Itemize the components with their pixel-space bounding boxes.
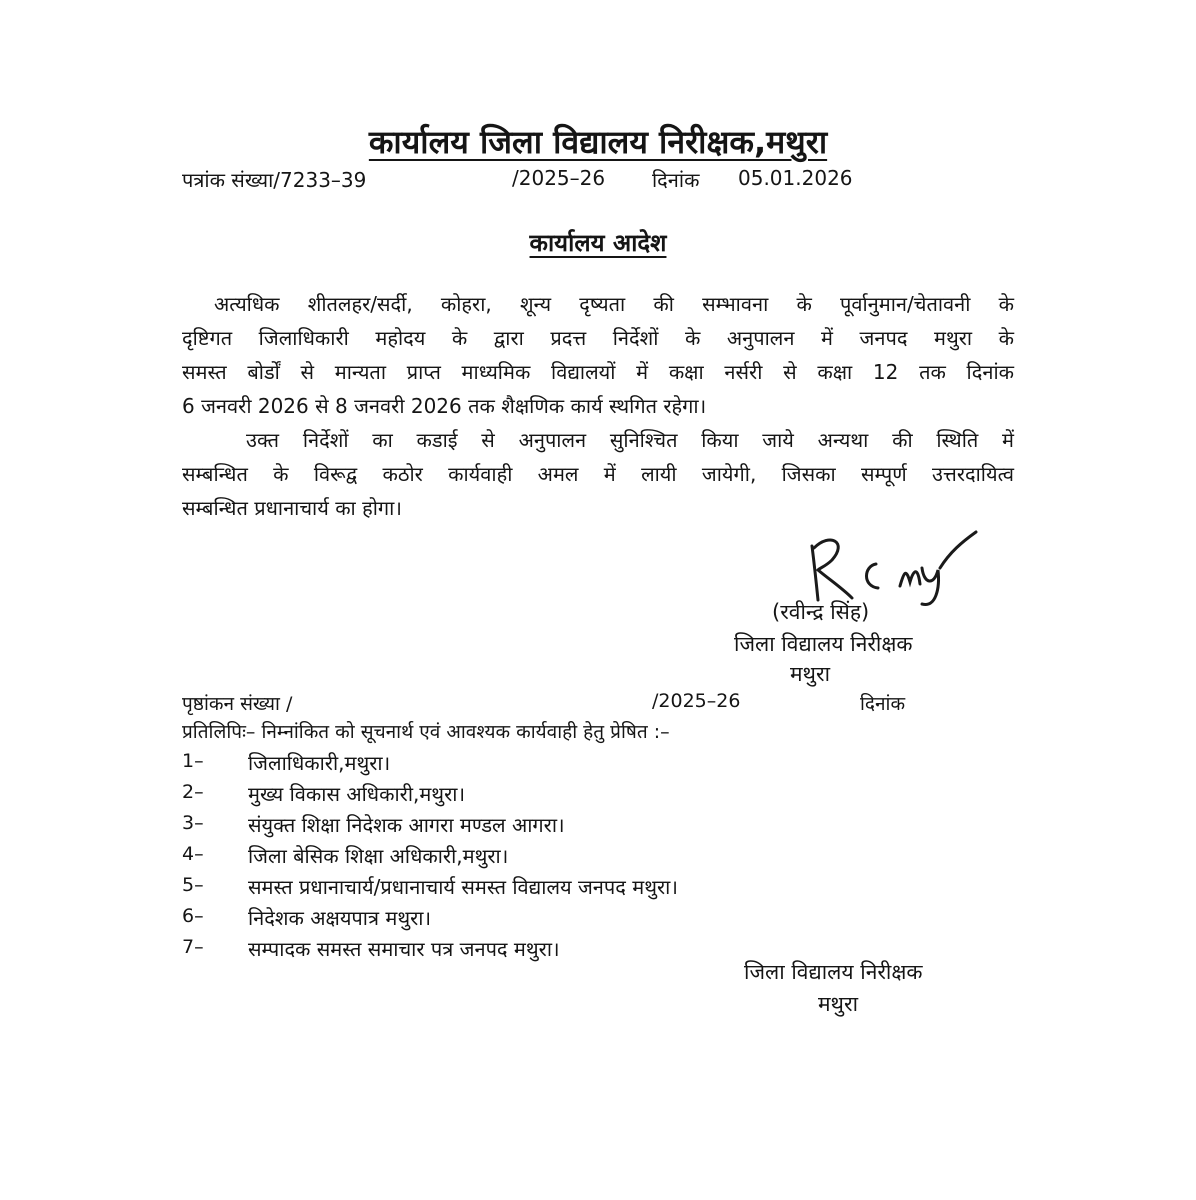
body-line: उक्त निर्देशों का कडाई से अनुपालन सुनिश्चित किया जाये अन्यथा की स्थिति में xyxy=(246,428,1014,452)
order-heading: कार्यालय आदेश xyxy=(529,229,667,257)
body-line: समस्त बोर्डों से मान्यता प्राप्त माध्यमिक विद्यालयों में कक्षा नर्सरी से कक्षा 12 तक दिनांक xyxy=(182,360,1014,384)
recipient-item: जिलाधिकारी,मथुरा। xyxy=(248,751,391,775)
signatory-name: (रवीन्द्र सिंह) xyxy=(772,600,870,624)
endorsement-number: पृष्ठांकन संख्या / xyxy=(182,693,293,715)
recipient-number: 6– xyxy=(182,905,204,927)
copy-intro: प्रतिलिपिः– निम्नांकित को सूचनार्थ एवं आवश्यक कार्यवाही हेतु प्रेषित :– xyxy=(182,721,670,743)
recipient-item: निदेशक अक्षयपात्र मथुरा। xyxy=(248,906,432,930)
body-line: दृष्टिगत जिलाधिकारी महोदय के द्वारा प्रदत्त निर्देशों के अनुपालन में जनपद मथुरा के xyxy=(182,326,1014,350)
letter-year: /2025–26 xyxy=(512,166,606,190)
recipient-number: 5– xyxy=(182,874,204,896)
date-value: 05.01.2026 xyxy=(738,166,853,190)
endorsement-date-label: दिनांक xyxy=(860,693,906,715)
body-line: अत्यधिक शीतलहर/सर्दी, कोहरा, शून्य दृष्यता की सम्भावना के पूर्वानुमान/चेतावनी के xyxy=(214,292,1014,316)
office-title: कार्यालय जिला विद्यालय निरीक्षक,मथुरा xyxy=(368,123,828,161)
endorsement-year: /2025–26 xyxy=(652,690,741,712)
recipient-number: 3– xyxy=(182,812,204,834)
recipient-number: 1– xyxy=(182,750,204,772)
recipient-number: 2– xyxy=(182,781,204,803)
recipient-number: 4– xyxy=(182,843,204,865)
recipient-item: समस्त प्रधानाचार्य/प्रधानाचार्य समस्त विद्यालय जनपद मथुरा। xyxy=(248,875,678,899)
body-line: 6 जनवरी 2026 से 8 जनवरी 2026 तक शैक्षणिक कार्य स्थगित रहेगा। xyxy=(182,394,707,418)
recipient-item: जिला बेसिक शिक्षा अधिकारी,मथुरा। xyxy=(248,844,509,868)
body-line: सम्बन्धित के विरूद्व कठोर कार्यवाही अमल में लायी जायेगी, जिसका सम्पूर्ण उत्तरदायित्व xyxy=(182,462,1014,486)
body-line: सम्बन्धित प्रधानाचार्य का होगा। xyxy=(182,496,402,520)
recipient-number: 7– xyxy=(182,936,204,958)
signatory-designation: जिला विद्यालय निरीक्षक xyxy=(734,632,913,656)
signatory-place: मथुरा xyxy=(790,662,831,686)
date-label: दिनांक xyxy=(652,168,700,192)
footer-designation: जिला विद्यालय निरीक्षक xyxy=(744,960,923,984)
footer-place: मथुरा xyxy=(818,992,859,1016)
letter-number: पत्रांक संख्या/7233–39 xyxy=(182,168,367,192)
recipient-item: संयुक्त शिक्षा निदेशक आगरा मण्डल आगरा। xyxy=(248,813,565,837)
recipient-item: सम्पादक समस्त समाचार पत्र जनपद मथुरा। xyxy=(248,937,560,961)
recipient-item: मुख्य विकास अधिकारी,मथुरा। xyxy=(248,782,466,806)
